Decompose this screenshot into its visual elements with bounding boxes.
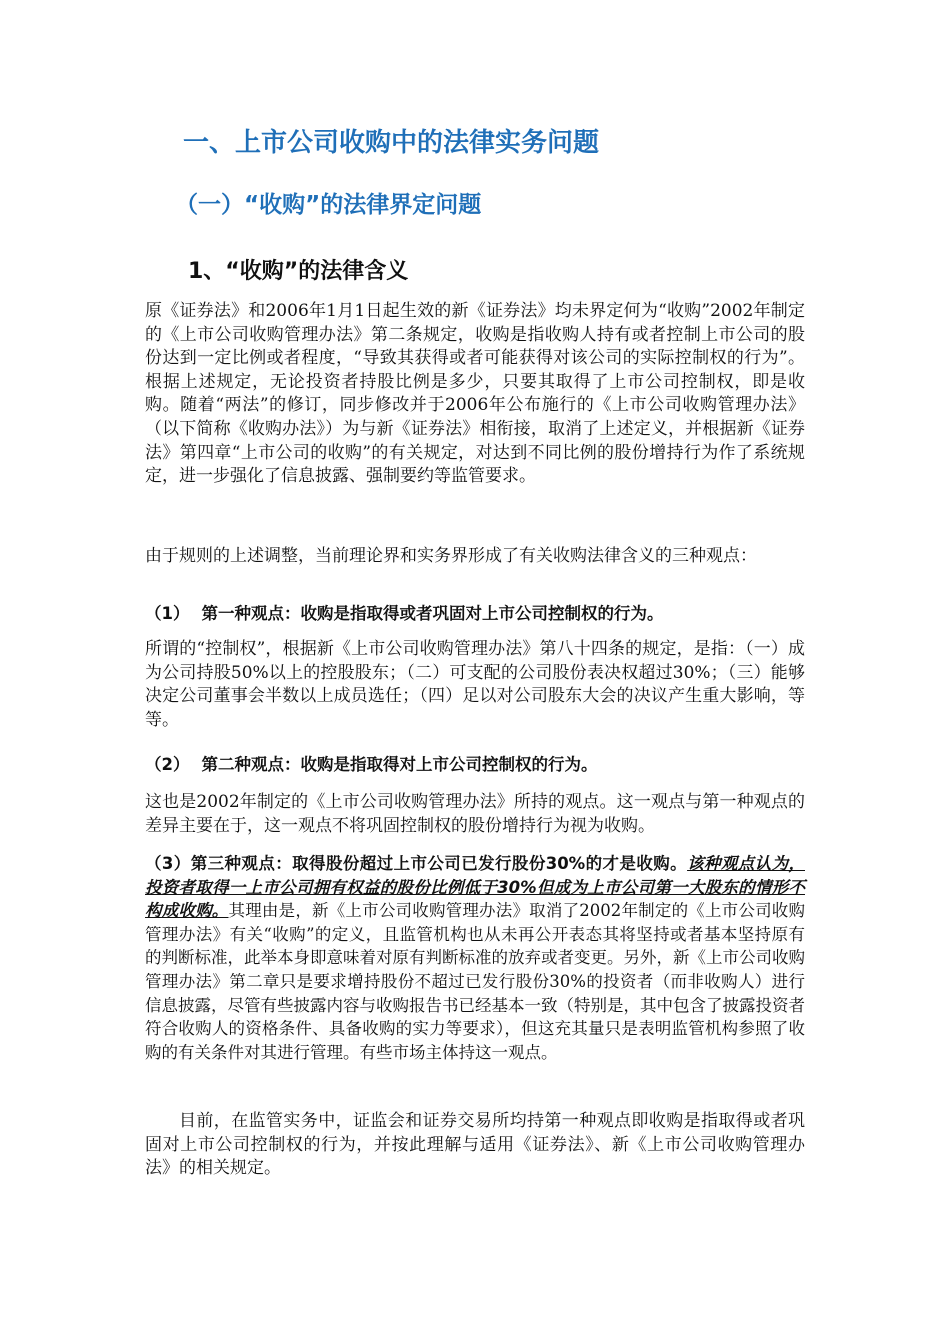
section-heading: 一、上市公司收购中的法律实务问题: [183, 128, 600, 158]
subsection-heading: （一）“收购”的法律界定问题: [175, 192, 482, 218]
paragraph-three-views: 由于规则的上述调整，当前理论界和实务界形成了有关收购法律含义的三种观点：: [145, 546, 757, 566]
view-1-number: （1）: [145, 604, 190, 623]
view-2-heading: [145, 753, 805, 777]
view-3-emphasis: 该种观点认为，投资者取得一上市公司拥有权益的股份比例低于30%但成为上市公司第一大股东的情形不构成收购。: [145, 854, 805, 921]
paragraph-view-1: 所谓的“控制权”，根据新《上市公司收购管理办法》第八十四条的规定，是指：（一）成为公司持股50%以上的控股股东；（二）可支配的公司股份表决权超过30%；（三）能够决定公司董事会半数以上成员选任；（四）足以对公司股东大会的决议产生重大影响，等等。: [145, 639, 805, 730]
view-2-number: （2）: [145, 755, 190, 774]
view-1-heading: [145, 602, 805, 626]
paragraph-view-2: 这也是2002年制定的《上市公司收购管理办法》所持的观点。这一观点与第一种观点的差异主要在于，这一观点不将巩固控制权的股份增持行为视为收购。: [145, 792, 805, 836]
topic-heading: 1、“收购”的法律含义: [188, 259, 409, 284]
view-2-title: 第二种观点：收购是指取得对上市公司控制权的行为。: [201, 755, 598, 774]
view-3-heading: （3）第三种观点：取得股份超过上市公司已发行股份30%的才是收购。: [145, 854, 688, 873]
view-1-title: 第一种观点：收购是指取得或者巩固对上市公司控制权的行为。: [201, 604, 664, 623]
paragraph-view-3: [145, 852, 805, 1064]
view-3-reasoning: 其理由是，新《上市公司收购管理办法》取消了2002年制定的《上市公司收购管理办法》有关“收购”的定义，且监管机构也从未再公开表态其将坚持或者基本坚持原有的判断标准，此举本身即意味着对原有判断标准的放弃或者变更。另外，新《上市公司收购管理办法》第二章只是要求增持股份不超过已发行股份30%的投资者（而非收购人）进行信息披露，尽管有些披露内容与收购报告书已经基本一致（特别是，其中包含了披露投资者符合收购人的资格条件、具备收购的实力等要求），但这充其量只是表明监管机构参照了收购的有关条件对其进行管理。有些市场主体持这一观点。: [145, 901, 805, 1062]
paragraph-conclusion: 目前，在监管实务中，证监会和证券交易所均持第一种观点即收购是指取得或者巩固对上市公司控制权的行为，并按此理解与适用《证券法》、新《上市公司收购管理办法》的相关规定。: [145, 1111, 805, 1179]
paragraph-intro: 原《证券法》和2006年1月1日起生效的新《证券法》均未界定何为“收购”2002年制定的《上市公司收购管理办法》第二条规定，收购是指收购人持有或者控制上市公司的股份达到一定比例或者程度，“导致其获得或者可能获得对该公司的实际控制权的行为”。根据上述规定，无论投资者持股比例是多少，只要其取得了上市公司控制权，即是收购。随着“两法”的修订，同步修改并于2006年公布施行的《上市公司收购管理办法》（以下简称《收购办法》）为与新《证券法》相衔接，取消了上述定义，并根据新《证券法》第四章“上市公司的收购”的有关规定，对达到不同比例的股份增持行为作了系统规定，进一步强化了信息披露、强制要约等监管要求。: [145, 301, 805, 487]
